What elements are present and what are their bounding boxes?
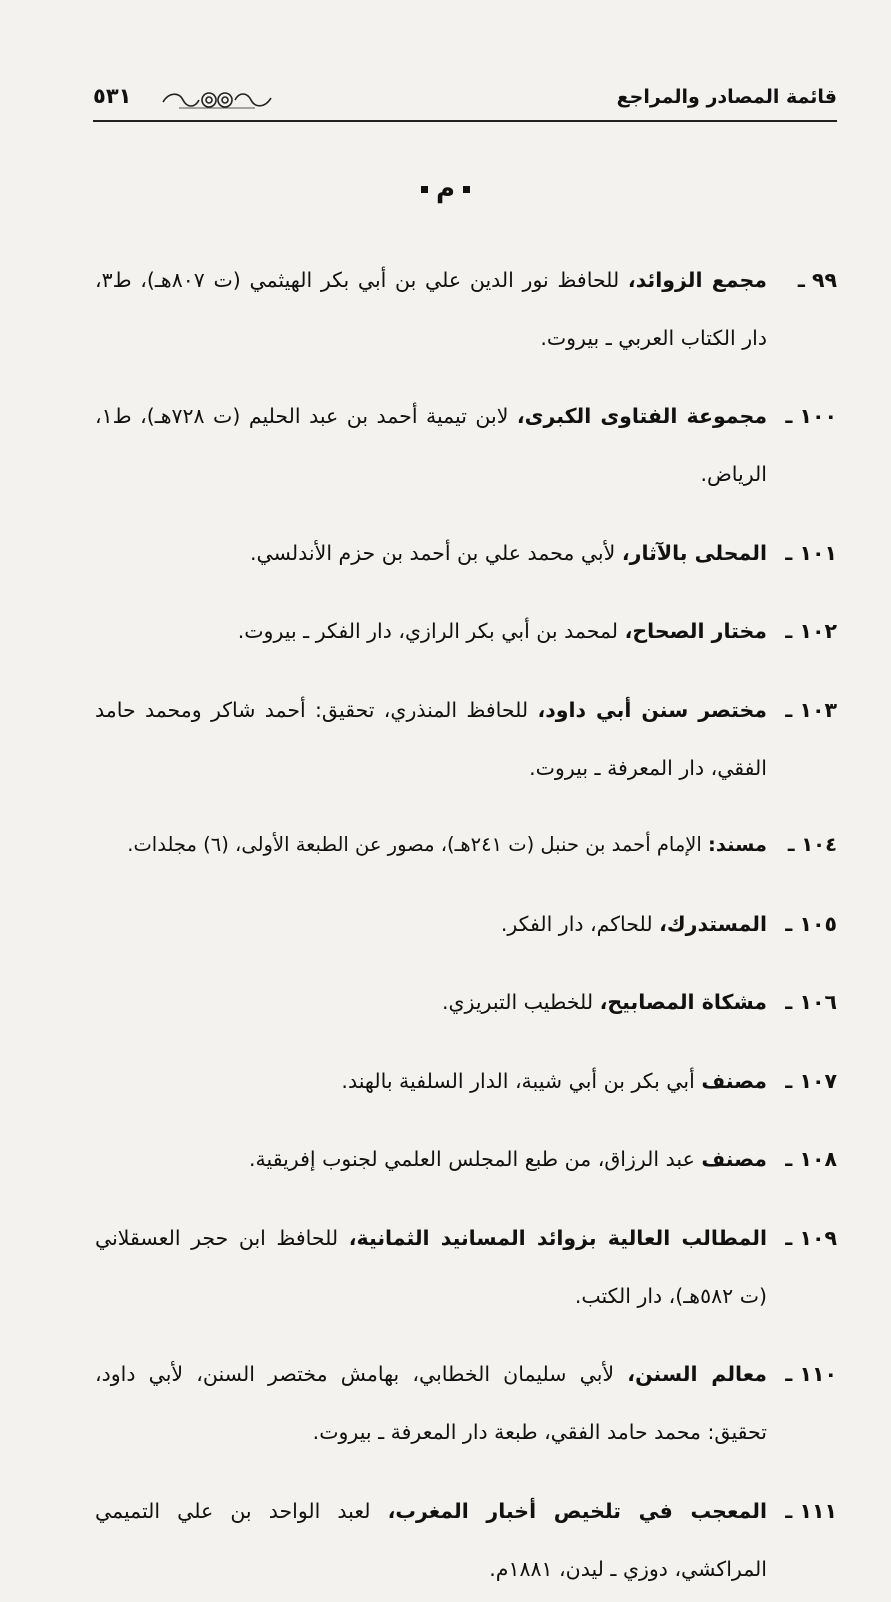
bibliography-entry — [95, 681, 837, 797]
bibliography-entry — [95, 524, 837, 582]
entry-number: ١٠٤ ـ — [787, 833, 837, 856]
entry-title: مصنف — [701, 1068, 767, 1093]
entry-title: مصنف — [701, 1147, 767, 1171]
entry-text: لمحمد بن أبي بكر الرازي، دار الفكر ـ بيروت. — [237, 619, 625, 643]
entry-text: للخطيب التبريزي. — [441, 990, 600, 1014]
entry-title: المستدرك، — [659, 911, 767, 936]
bibliography-entry — [95, 1482, 837, 1598]
entry-title: المطالب العالية بزوائد المسانيد الثمانية، — [348, 1225, 767, 1250]
entry-text: الإمام أحمد بن حنبل (ت ٢٤١هـ)، مصور عن الطبعة الأولى، (٦) مجلدات. — [127, 833, 709, 856]
header-rule — [93, 120, 837, 122]
entry-text: لأبي سليمان الخطابي، بهامش مختصر السنن، لأبي داود، تحقيق: محمد حامد الفقي، طبعة دار المعرفة ـ بيروت. — [95, 1362, 767, 1444]
page-header — [93, 84, 837, 118]
bibliography-entry — [95, 1345, 837, 1461]
bibliography-entry — [95, 895, 837, 953]
entry-title: معالم السنن، — [627, 1362, 767, 1386]
entry-text: لابن تيمية أحمد بن عبد الحليم (ت ٧٢٨هـ)، ط١، الرياض. — [95, 404, 767, 486]
entry-number: ١٠٧ ـ — [785, 1068, 837, 1093]
entry-text: للحافظ نور الدين علي بن أبي بكر الهيثمي (ت ٨٠٧هـ)، ط٣، دار الكتاب العربي ـ بيروت. — [95, 267, 767, 350]
entry-number: ١٠٣ ـ — [785, 697, 837, 722]
section-letter: م — [435, 174, 456, 204]
entry-title: مسند: — [708, 833, 767, 856]
bibliography-entry — [95, 973, 837, 1031]
entry-title: مجمع الزوائد، — [627, 267, 768, 292]
square-ornament — [421, 186, 428, 193]
bibliography-entry — [95, 251, 837, 367]
entry-title: مختار الصحاح، — [624, 619, 767, 643]
entry-number: ١٠٩ ـ — [785, 1225, 837, 1250]
entry-text: للحاكم، دار الفكر. — [500, 911, 660, 936]
entry-number: ٩٩ ـ — [797, 267, 838, 292]
entry-number: ١٠١ ـ — [785, 540, 837, 565]
square-ornament — [463, 186, 470, 193]
bibliography-entry — [95, 387, 837, 503]
bibliography-list — [95, 230, 837, 1602]
bibliography-entry — [95, 1130, 837, 1188]
entry-text: للحافظ المنذري، تحقيق: أحمد شاكر ومحمد حامد الفقي، دار المعرفة ـ بيروت. — [95, 697, 767, 780]
entry-text: عبد الرزاق، من طبع المجلس العلمي لجنوب إفريقية. — [249, 1147, 702, 1171]
entry-number: ١٠٠ ـ — [785, 404, 838, 428]
entry-number: ١٠٨ ـ — [785, 1147, 837, 1171]
entry-title: مشكاة المصابيح، — [599, 990, 767, 1014]
entry-number: ١١١ ـ — [785, 1498, 837, 1523]
page-number: ٥٣١ — [93, 84, 132, 108]
entry-number: ١٠٥ ـ — [785, 911, 837, 936]
entry-title: المعجب في تلخيص أخبار المغرب، — [387, 1498, 767, 1523]
entry-text: لعبد الواحد بن علي التميمي المراكشي، دوزي ـ ليدن، ١٨٨١م. — [95, 1498, 767, 1581]
entry-title: مختصر سنن أبي داود، — [537, 697, 767, 722]
section-heading — [0, 174, 891, 204]
header-ornament — [159, 88, 275, 112]
bibliography-entry — [95, 1209, 837, 1325]
bibliography-entry — [95, 602, 837, 660]
entry-text: أبي بكر بن أبي شيبة، الدار السلفية بالهند. — [341, 1068, 702, 1093]
entry-number: ١٠٦ ـ — [785, 990, 837, 1014]
entry-text: للحافظ ابن حجر العسقلاني (ت ٥٨٢هـ)، دار الكتب. — [95, 1225, 767, 1308]
bibliography-entry — [95, 816, 837, 874]
entry-title: المحلى بالآثار، — [621, 540, 767, 565]
entry-text: لأبي محمد علي بن أحمد بن حزم الأندلسي. — [250, 540, 622, 565]
entry-title: مجموعة الفتاوى الكبرى، — [516, 404, 768, 428]
running-title: قائمة المصادر والمراجع — [616, 86, 837, 108]
entry-number: ١١٠ ـ — [785, 1362, 837, 1386]
bibliography-entry — [95, 1052, 837, 1110]
entry-number: ١٠٢ ـ — [785, 619, 837, 643]
